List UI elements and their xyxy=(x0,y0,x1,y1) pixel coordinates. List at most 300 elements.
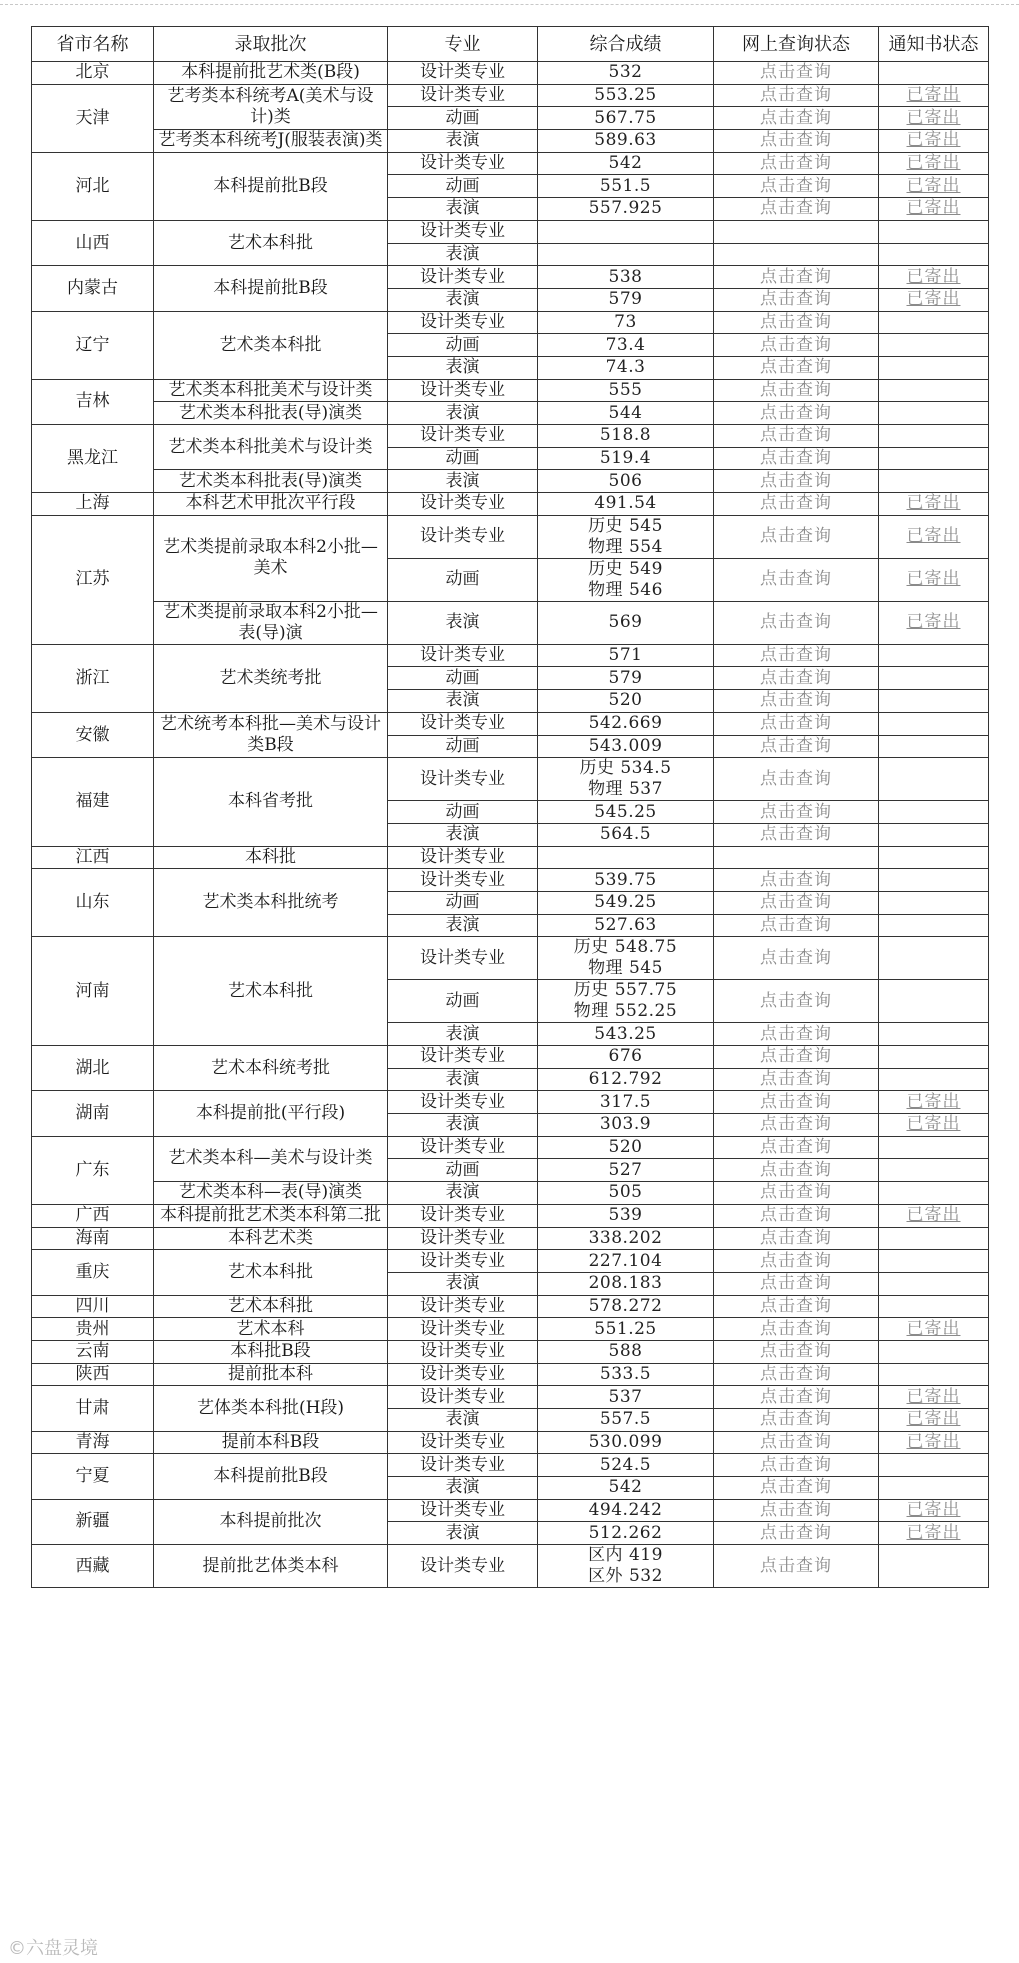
online-query-link[interactable]: 点击查询 xyxy=(714,601,879,644)
major-cell: 表演 xyxy=(388,1068,538,1091)
batch-cell: 艺体类本科批(H段) xyxy=(154,1386,388,1431)
online-query-link[interactable]: 点击查询 xyxy=(714,152,879,175)
online-query-link[interactable]: 点击查询 xyxy=(714,175,879,198)
score-line: 历史 545 xyxy=(588,515,663,536)
online-query-link[interactable]: 点击查询 xyxy=(714,266,879,289)
header-score: 综合成绩 xyxy=(538,27,714,62)
online-query-link[interactable]: 点击查询 xyxy=(714,1431,879,1454)
notice-sent-link[interactable]: 已寄出 xyxy=(906,198,961,219)
online-query-link[interactable]: 点击查询 xyxy=(714,379,879,402)
online-query-link[interactable]: 点击查询 xyxy=(714,758,879,801)
notice-status-cell xyxy=(879,1046,989,1069)
notice-sent-link[interactable]: 已寄出 xyxy=(906,569,961,590)
table-row xyxy=(32,402,989,425)
score-line: 区内 419 xyxy=(588,1545,663,1566)
notice-status-cell xyxy=(879,1182,989,1205)
online-query-link[interactable]: 点击查询 xyxy=(714,1182,879,1205)
online-query-link[interactable]: 点击查询 xyxy=(714,1545,879,1588)
online-query-link[interactable]: 点击查询 xyxy=(714,107,879,130)
notice-status-cell xyxy=(879,1272,989,1295)
notice-status-cell xyxy=(879,937,989,980)
batch-cell: 本科提前批艺术类本科第二批 xyxy=(154,1204,388,1227)
major-cell: 动画 xyxy=(388,107,538,130)
major-cell: 设计类专业 xyxy=(388,425,538,448)
major-cell: 设计类专业 xyxy=(388,1386,538,1409)
score-cell: 578.272 xyxy=(538,1295,714,1318)
notice-status-cell xyxy=(879,869,989,892)
table-row xyxy=(32,644,989,667)
major-cell: 表演 xyxy=(388,1182,538,1205)
header-province: 省市名称 xyxy=(32,27,154,62)
table-row xyxy=(32,84,989,107)
online-query-link[interactable]: 点击查询 xyxy=(714,1114,879,1137)
score-line: 物理 546 xyxy=(588,579,663,600)
notice-sent-link[interactable]: 已寄出 xyxy=(906,1114,961,1135)
major-cell: 设计类专业 xyxy=(388,1295,538,1318)
score-cell: 527.63 xyxy=(538,914,714,937)
score-cell: 543.009 xyxy=(538,735,714,758)
province-cell: 青海 xyxy=(32,1431,154,1454)
notice-status-cell xyxy=(879,1431,989,1454)
score-cell: 567.75 xyxy=(538,107,714,130)
admission-results-table-wrapper xyxy=(31,26,988,1588)
score-line: 历史 534.5 xyxy=(579,758,672,779)
online-query-link[interactable]: 点击查询 xyxy=(714,356,879,379)
notice-sent-link[interactable]: 已寄出 xyxy=(906,1318,961,1339)
notice-status-cell xyxy=(879,84,989,107)
notice-status-cell xyxy=(879,130,989,153)
score-cell: 612.792 xyxy=(538,1068,714,1091)
province-cell: 天津 xyxy=(32,84,154,152)
major-cell: 设计类专业 xyxy=(388,712,538,735)
table-row xyxy=(32,1091,989,1114)
batch-cell: 艺术本科 xyxy=(154,1318,388,1341)
online-query-link[interactable]: 点击查询 xyxy=(714,980,879,1023)
score-cell: 542 xyxy=(538,152,714,175)
major-cell: 表演 xyxy=(388,1272,538,1295)
table-row xyxy=(32,1431,989,1454)
batch-cell: 艺术类本科批美术与设计类 xyxy=(154,425,388,470)
score-cell xyxy=(538,243,714,266)
score-cell xyxy=(538,758,714,801)
notice-status-cell xyxy=(879,175,989,198)
online-query-link[interactable]: 点击查询 xyxy=(714,735,879,758)
online-query-link[interactable]: 点击查询 xyxy=(714,644,879,667)
batch-cell: 艺术本科批 xyxy=(154,1250,388,1295)
batch-cell: 本科艺术类 xyxy=(154,1227,388,1250)
notice-status-cell xyxy=(879,243,989,266)
online-query-link[interactable]: 点击查询 xyxy=(714,288,879,311)
batch-cell: 艺术本科批 xyxy=(154,937,388,1046)
province-cell: 福建 xyxy=(32,758,154,846)
notice-sent-link[interactable]: 已寄出 xyxy=(906,612,961,633)
major-cell: 表演 xyxy=(388,356,538,379)
score-cell: 74.3 xyxy=(538,356,714,379)
score-cell: 532 xyxy=(538,62,714,85)
online-query-link[interactable]: 点击查询 xyxy=(714,1068,879,1091)
online-query-link[interactable]: 点击查询 xyxy=(714,84,879,107)
score-cell: 506 xyxy=(538,470,714,493)
notice-status-cell xyxy=(879,62,989,85)
major-cell: 设计类专业 xyxy=(388,152,538,175)
table-row xyxy=(32,1545,989,1588)
score-cell: 491.54 xyxy=(538,493,714,516)
province-cell: 北京 xyxy=(32,62,154,85)
score-cell: 551.5 xyxy=(538,175,714,198)
major-cell: 表演 xyxy=(388,1023,538,1046)
score-cell: 549.25 xyxy=(538,891,714,914)
province-cell: 贵州 xyxy=(32,1318,154,1341)
score-cell: 564.5 xyxy=(538,823,714,846)
notice-sent-link[interactable]: 已寄出 xyxy=(906,1091,961,1112)
major-cell: 设计类专业 xyxy=(388,84,538,107)
online-query-link[interactable]: 点击查询 xyxy=(714,470,879,493)
table-row xyxy=(32,869,989,892)
batch-cell: 本科提前批B段 xyxy=(154,266,388,311)
table-row xyxy=(32,1318,989,1341)
online-query-link[interactable]: 点击查询 xyxy=(714,1522,879,1545)
score-cell: 518.8 xyxy=(538,425,714,448)
notice-sent-link[interactable]: 已寄出 xyxy=(906,493,961,514)
table-row xyxy=(32,1363,989,1386)
province-cell: 内蒙古 xyxy=(32,266,154,311)
online-query-link[interactable]: 点击查询 xyxy=(714,311,879,334)
major-cell: 动画 xyxy=(388,980,538,1023)
notice-sent-link[interactable]: 已寄出 xyxy=(906,289,961,310)
province-cell: 新疆 xyxy=(32,1499,154,1544)
batch-cell: 提前批艺体类本科 xyxy=(154,1545,388,1588)
online-query-link[interactable]: 点击查询 xyxy=(714,667,879,690)
online-query-link[interactable]: 点击查询 xyxy=(714,334,879,357)
online-query-link[interactable]: 点击查询 xyxy=(714,130,879,153)
online-query-link[interactable]: 点击查询 xyxy=(714,1386,879,1409)
score-line: 物理 552.25 xyxy=(573,1001,678,1022)
notice-sent-link[interactable]: 已寄出 xyxy=(906,1205,961,1226)
notice-status-cell xyxy=(879,758,989,801)
online-query-link[interactable]: 点击查询 xyxy=(714,801,879,824)
online-query-link[interactable]: 点击查询 xyxy=(714,1227,879,1250)
batch-cell: 艺术本科批 xyxy=(154,220,388,265)
notice-status-cell xyxy=(879,712,989,735)
notice-status-cell xyxy=(879,690,989,713)
top-dashed-divider xyxy=(0,4,1019,5)
major-cell: 设计类专业 xyxy=(388,1363,538,1386)
table-row xyxy=(32,1295,989,1318)
province-cell: 湖南 xyxy=(32,1091,154,1136)
online-query-link[interactable]: 点击查询 xyxy=(714,1159,879,1182)
score-line: 物理 554 xyxy=(588,536,663,557)
major-cell: 设计类专业 xyxy=(388,515,538,558)
online-query-link[interactable]: 点击查询 xyxy=(714,1136,879,1159)
notice-sent-link[interactable]: 已寄出 xyxy=(906,1500,961,1521)
online-query-link[interactable]: 点击查询 xyxy=(714,1477,879,1500)
major-cell: 表演 xyxy=(388,288,538,311)
online-query-link[interactable]: 点击查询 xyxy=(714,1454,879,1477)
notice-status-cell xyxy=(879,1477,989,1500)
notice-sent-link[interactable]: 已寄出 xyxy=(906,1432,961,1453)
batch-cell: 本科提前批次 xyxy=(154,1499,388,1544)
score-cell: 530.099 xyxy=(538,1431,714,1454)
notice-sent-link[interactable]: 已寄出 xyxy=(906,85,961,106)
notice-status-cell xyxy=(879,425,989,448)
notice-sent-link[interactable]: 已寄出 xyxy=(906,1386,961,1407)
province-cell: 河南 xyxy=(32,937,154,1046)
province-cell: 上海 xyxy=(32,493,154,516)
major-cell: 设计类专业 xyxy=(388,1227,538,1250)
online-query-link[interactable]: 点击查询 xyxy=(714,1204,879,1227)
online-query-link[interactable]: 点击查询 xyxy=(714,823,879,846)
score-cell: 676 xyxy=(538,1046,714,1069)
online-query-link[interactable]: 点击查询 xyxy=(714,447,879,470)
score-line: 历史 548.75 xyxy=(573,937,678,958)
notice-status-cell xyxy=(879,735,989,758)
table-row xyxy=(32,846,989,869)
notice-sent-link[interactable]: 已寄出 xyxy=(906,153,961,174)
notice-sent-link[interactable]: 已寄出 xyxy=(906,526,961,547)
major-cell: 设计类专业 xyxy=(388,937,538,980)
notice-status-cell xyxy=(879,1409,989,1432)
online-query-link[interactable]: 点击查询 xyxy=(714,62,879,85)
score-line: 历史 557.75 xyxy=(573,980,678,1001)
score-cell: 519.4 xyxy=(538,447,714,470)
batch-cell: 艺术本科统考批 xyxy=(154,1046,388,1091)
batch-cell: 艺术类本科批美术与设计类 xyxy=(154,379,388,402)
province-cell: 广西 xyxy=(32,1204,154,1227)
batch-cell: 艺考类本科统考A(美术与设计)类 xyxy=(154,84,388,129)
major-cell: 设计类专业 xyxy=(388,1318,538,1341)
notice-sent-link[interactable]: 已寄出 xyxy=(906,107,961,128)
province-cell: 辽宁 xyxy=(32,311,154,379)
online-query-link[interactable]: 点击查询 xyxy=(714,493,879,516)
score-cell: 338.202 xyxy=(538,1227,714,1250)
table-row xyxy=(32,379,989,402)
score-cell xyxy=(538,846,714,869)
notice-status-cell xyxy=(879,1363,989,1386)
notice-status-cell xyxy=(879,1454,989,1477)
table-row xyxy=(32,1136,989,1159)
admission-results-table xyxy=(31,26,989,1588)
notice-status-cell xyxy=(879,311,989,334)
online-query-link[interactable]: 点击查询 xyxy=(714,515,879,558)
batch-cell: 本科提前批(平行段) xyxy=(154,1091,388,1136)
score-cell: 303.9 xyxy=(538,1114,714,1137)
batch-cell: 本科批B段 xyxy=(154,1340,388,1363)
score-cell: 73 xyxy=(538,311,714,334)
online-query-link[interactable]: 点击查询 xyxy=(714,1023,879,1046)
major-cell: 设计类专业 xyxy=(388,1250,538,1273)
notice-status-cell xyxy=(879,198,989,221)
online-query-link[interactable]: 点击查询 xyxy=(714,425,879,448)
table-header-row xyxy=(32,27,989,62)
notice-status-cell xyxy=(879,470,989,493)
province-cell: 河北 xyxy=(32,152,154,220)
province-cell: 山东 xyxy=(32,869,154,937)
notice-sent-link[interactable]: 已寄出 xyxy=(906,1409,961,1430)
major-cell: 表演 xyxy=(388,601,538,644)
table-row xyxy=(32,1454,989,1477)
score-cell: 553.25 xyxy=(538,84,714,107)
major-cell: 动画 xyxy=(388,1159,538,1182)
major-cell: 设计类专业 xyxy=(388,266,538,289)
major-cell: 设计类专业 xyxy=(388,62,538,85)
province-cell: 宁夏 xyxy=(32,1454,154,1499)
score-cell: 557.925 xyxy=(538,198,714,221)
major-cell: 动画 xyxy=(388,801,538,824)
score-cell: 520 xyxy=(538,1136,714,1159)
score-cell: 317.5 xyxy=(538,1091,714,1114)
notice-status-cell xyxy=(879,447,989,470)
online-query-link[interactable]: 点击查询 xyxy=(714,1340,879,1363)
notice-status-cell xyxy=(879,356,989,379)
online-query-link[interactable]: 点击查询 xyxy=(714,558,879,601)
table-row xyxy=(32,1340,989,1363)
province-cell: 山西 xyxy=(32,220,154,265)
score-cell: 544 xyxy=(538,402,714,425)
online-query-link[interactable]: 点击查询 xyxy=(714,1318,879,1341)
score-cell: 539 xyxy=(538,1204,714,1227)
major-cell: 表演 xyxy=(388,243,538,266)
score-cell xyxy=(538,558,714,601)
online-query-link xyxy=(714,243,879,266)
score-cell: 527 xyxy=(538,1159,714,1182)
major-cell: 设计类专业 xyxy=(388,1340,538,1363)
province-cell: 安徽 xyxy=(32,712,154,757)
notice-status-cell xyxy=(879,1136,989,1159)
notice-status-cell xyxy=(879,846,989,869)
table-row xyxy=(32,1182,989,1205)
notice-sent-link[interactable]: 已寄出 xyxy=(906,175,961,196)
major-cell: 设计类专业 xyxy=(388,379,538,402)
province-cell: 吉林 xyxy=(32,379,154,424)
province-cell: 浙江 xyxy=(32,644,154,712)
batch-cell: 本科提前批B段 xyxy=(154,152,388,220)
notice-status-cell xyxy=(879,334,989,357)
batch-cell: 本科提前批艺术类(B段) xyxy=(154,62,388,85)
major-cell: 动画 xyxy=(388,334,538,357)
score-line: 物理 537 xyxy=(588,779,663,800)
header-notice-status: 通知书状态 xyxy=(879,27,989,62)
province-cell: 陕西 xyxy=(32,1363,154,1386)
online-query-link[interactable]: 点击查询 xyxy=(714,1091,879,1114)
score-cell xyxy=(538,1545,714,1588)
online-query-link[interactable]: 点击查询 xyxy=(714,1250,879,1273)
major-cell: 表演 xyxy=(388,1522,538,1545)
online-query-link[interactable]: 点击查询 xyxy=(714,1499,879,1522)
major-cell: 表演 xyxy=(388,914,538,937)
table-row xyxy=(32,311,989,334)
major-cell: 设计类专业 xyxy=(388,220,538,243)
notice-sent-link[interactable]: 已寄出 xyxy=(906,130,961,151)
notice-status-cell xyxy=(879,1499,989,1522)
batch-cell: 艺术类提前录取本科2小批—美术 xyxy=(154,515,388,601)
batch-cell: 艺术类本科—美术与设计类 xyxy=(154,1136,388,1181)
batch-cell: 提前批本科 xyxy=(154,1363,388,1386)
table-row xyxy=(32,1204,989,1227)
score-cell: 545.25 xyxy=(538,801,714,824)
online-query-link[interactable]: 点击查询 xyxy=(714,1046,879,1069)
notice-status-cell xyxy=(879,1295,989,1318)
major-cell: 表演 xyxy=(388,198,538,221)
score-cell: 208.183 xyxy=(538,1272,714,1295)
notice-sent-link[interactable]: 已寄出 xyxy=(906,266,961,287)
batch-cell: 艺考类本科统考J(服装表演)类 xyxy=(154,130,388,153)
major-cell: 动画 xyxy=(388,175,538,198)
notice-status-cell xyxy=(879,1204,989,1227)
province-cell: 湖北 xyxy=(32,1046,154,1091)
watermark-text: ©六盘灵境 xyxy=(8,1938,98,1959)
online-query-link[interactable]: 点击查询 xyxy=(714,1272,879,1295)
table-row xyxy=(32,1499,989,1522)
major-cell: 设计类专业 xyxy=(388,1545,538,1588)
major-cell: 表演 xyxy=(388,470,538,493)
online-query-link[interactable]: 点击查询 xyxy=(714,1363,879,1386)
online-query-link[interactable]: 点击查询 xyxy=(714,869,879,892)
notice-status-cell xyxy=(879,644,989,667)
notice-status-cell xyxy=(879,914,989,937)
notice-status-cell xyxy=(879,1386,989,1409)
notice-sent-link[interactable]: 已寄出 xyxy=(906,1522,961,1543)
batch-cell: 提前本科B段 xyxy=(154,1431,388,1454)
score-cell: 524.5 xyxy=(538,1454,714,1477)
online-query-link[interactable]: 点击查询 xyxy=(714,1409,879,1432)
table-row xyxy=(32,493,989,516)
province-cell: 西藏 xyxy=(32,1545,154,1588)
online-query-link xyxy=(714,846,879,869)
notice-status-cell xyxy=(879,1091,989,1114)
online-query-link[interactable]: 点击查询 xyxy=(714,1295,879,1318)
province-cell: 云南 xyxy=(32,1340,154,1363)
notice-status-cell xyxy=(879,1340,989,1363)
province-cell: 广东 xyxy=(32,1136,154,1204)
online-query-link[interactable]: 点击查询 xyxy=(714,914,879,937)
table-row xyxy=(32,425,989,448)
province-cell: 四川 xyxy=(32,1295,154,1318)
score-cell: 512.262 xyxy=(538,1522,714,1545)
major-cell: 设计类专业 xyxy=(388,644,538,667)
online-query-link[interactable]: 点击查询 xyxy=(714,690,879,713)
province-cell: 江苏 xyxy=(32,515,154,644)
score-cell: 557.5 xyxy=(538,1409,714,1432)
batch-cell: 艺术类统考批 xyxy=(154,644,388,712)
online-query-link[interactable]: 点击查询 xyxy=(714,402,879,425)
batch-cell: 艺术类本科—表(导)演类 xyxy=(154,1182,388,1205)
major-cell: 设计类专业 xyxy=(388,1431,538,1454)
score-cell xyxy=(538,220,714,243)
online-query-link[interactable]: 点击查询 xyxy=(714,712,879,735)
online-query-link[interactable]: 点击查询 xyxy=(714,198,879,221)
score-cell: 588 xyxy=(538,1340,714,1363)
online-query-link[interactable]: 点击查询 xyxy=(714,937,879,980)
score-cell: 538 xyxy=(538,266,714,289)
major-cell: 设计类专业 xyxy=(388,846,538,869)
batch-cell: 艺术本科批 xyxy=(154,1295,388,1318)
major-cell: 表演 xyxy=(388,1114,538,1137)
score-cell: 571 xyxy=(538,644,714,667)
online-query-link[interactable]: 点击查询 xyxy=(714,891,879,914)
province-cell: 重庆 xyxy=(32,1250,154,1295)
notice-status-cell xyxy=(879,493,989,516)
major-cell: 设计类专业 xyxy=(388,1091,538,1114)
batch-cell: 艺术类本科批表(导)演类 xyxy=(154,402,388,425)
score-cell: 539.75 xyxy=(538,869,714,892)
notice-status-cell xyxy=(879,266,989,289)
notice-status-cell xyxy=(879,1318,989,1341)
major-cell: 表演 xyxy=(388,402,538,425)
score-cell: 73.4 xyxy=(538,334,714,357)
score-cell: 555 xyxy=(538,379,714,402)
score-cell: 537 xyxy=(538,1386,714,1409)
table-row xyxy=(32,712,989,735)
